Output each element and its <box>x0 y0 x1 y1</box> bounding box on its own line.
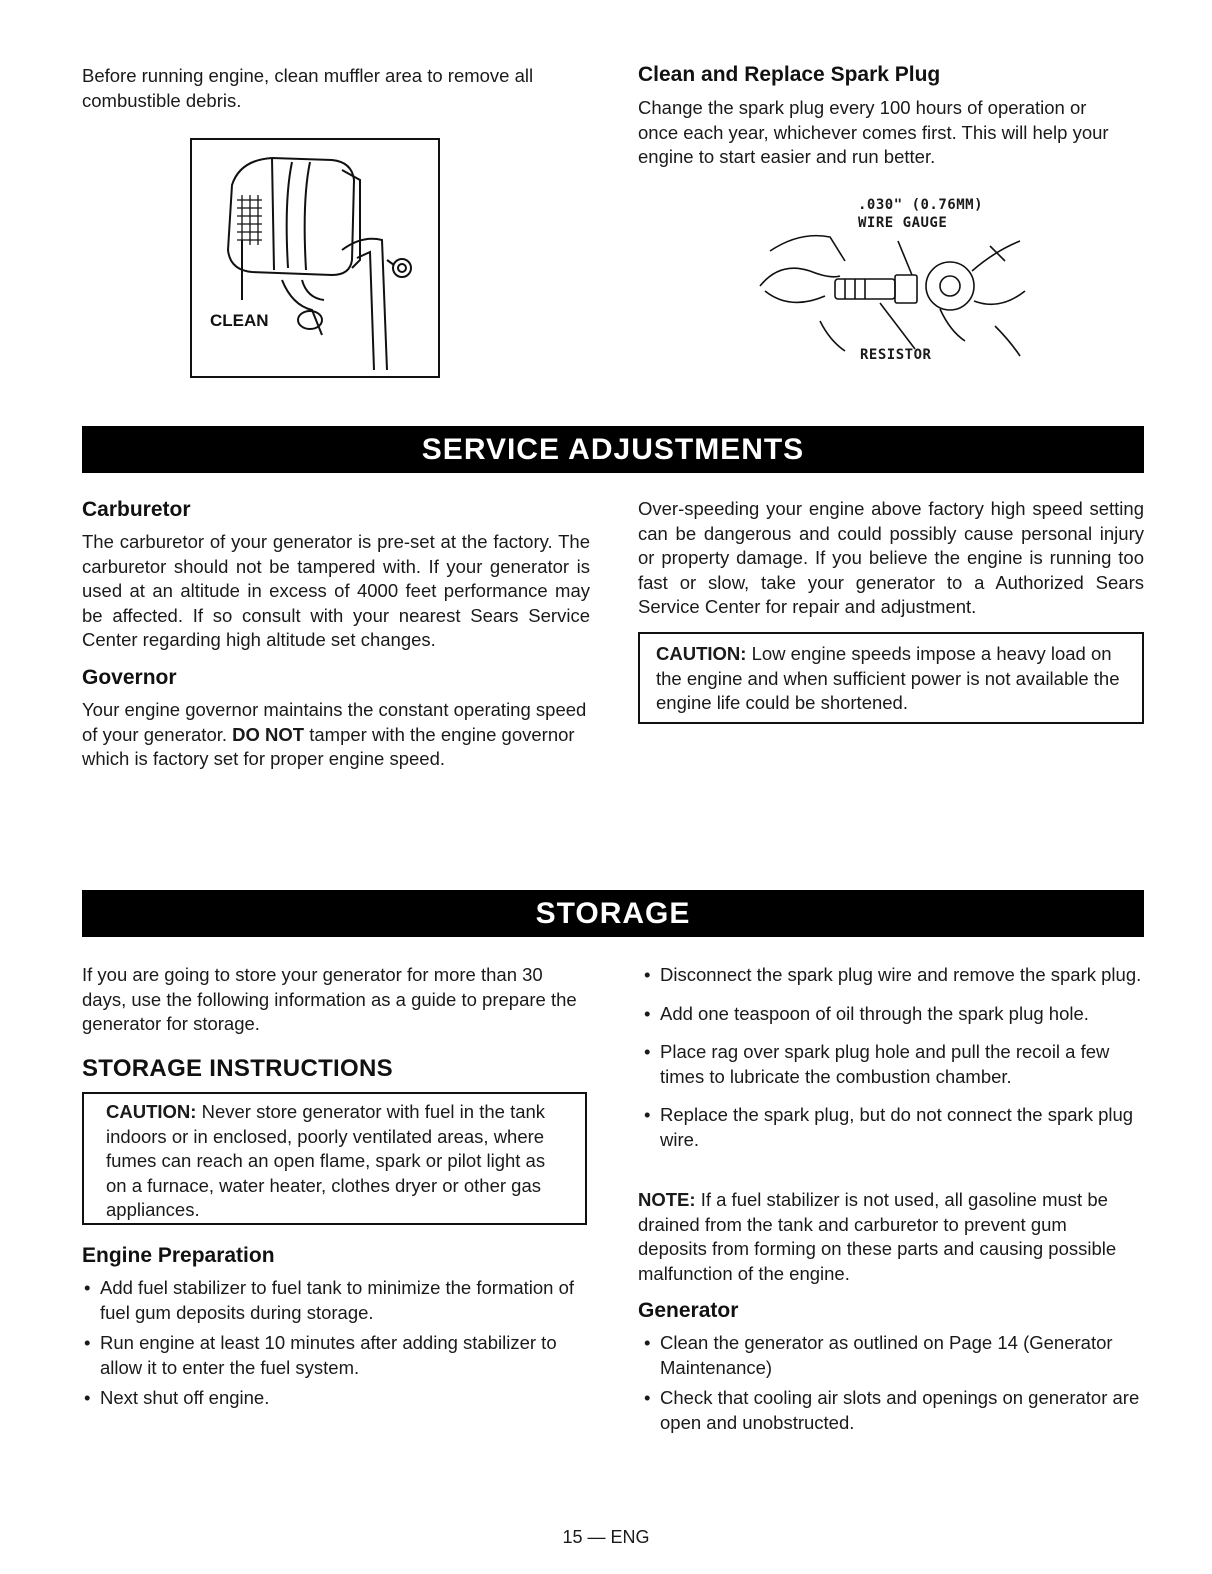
stabilizer-note <box>638 1188 1138 1286</box>
generator-list <box>638 1331 1144 1441</box>
storage-steps-list <box>638 963 1144 1158</box>
do-not-emphasis: DO NOT <box>232 723 305 745</box>
list-item: • Check that cooling air slots and openings on generator are open and unobstructed. <box>638 1386 1144 1435</box>
spark-plug-figure <box>750 195 1040 375</box>
spark-plug-illustration <box>750 231 1040 361</box>
low-speed-caution-box <box>638 632 1144 724</box>
clean-label: CLEAN <box>210 311 269 330</box>
list-item: • Disconnect the spark plug wire and remove the spark plug. <box>638 963 1144 988</box>
list-item: • Place rag over spark plug hole and pull the recoil a few times to lubricate the combustion chamber. <box>638 1040 1144 1089</box>
caution-label: CAUTION: <box>106 1101 197 1122</box>
list-item: • Add one teaspoon of oil through the spark plug hole. <box>638 1002 1144 1027</box>
overspeed-warning-text: Over-speeding your engine above factory high speed setting can be dangerous and could possibly cause personal injury or property damage. If you believe the engine is running too fast or slow, take your generator to a Authorized Sears Service Center for repair and adjustment. <box>638 498 1144 617</box>
engine-preparation-list <box>78 1276 578 1417</box>
gauge-label-line2: WIRE GAUGE <box>858 215 948 231</box>
list-item: • Replace the spark plug, but do not connect the spark plug wire. <box>638 1103 1144 1152</box>
muffler-figure <box>190 138 440 378</box>
storage-banner: STORAGE <box>82 890 1144 937</box>
storage-instructions-heading: STORAGE INSTRUCTIONS <box>82 1055 393 1082</box>
caution-label: CAUTION: <box>656 643 747 664</box>
caution-text: Low engine speeds impose a heavy load on the engine and when sufficient power is not available the engine life could be shortened. <box>656 643 1120 713</box>
generator-heading: Generator <box>638 1299 739 1322</box>
list-item: • Clean the generator as outlined on Page 14 (Generator Maintenance) <box>638 1331 1144 1380</box>
governor-heading: Governor <box>82 666 177 689</box>
page-number: 15 — ENG <box>562 1527 650 1547</box>
list-item: • Run engine at least 10 minutes after adding stabilizer to allow it to enter the fuel system. <box>78 1331 578 1380</box>
engine-preparation-heading: Engine Preparation <box>82 1244 275 1267</box>
storage-intro: If you are going to store your generator for more than 30 days, use the following information as a guide to prepare the generator for storage. <box>82 964 577 1034</box>
resistor-label: RESISTOR <box>860 347 932 363</box>
spark-plug-text: Change the spark plug every 100 hours of operation or once each year, whichever comes first. This will help your engine to start easier and run better. <box>638 97 1109 167</box>
storage-caution-box <box>82 1092 587 1225</box>
note-label: NOTE: <box>638 1189 696 1210</box>
spark-plug-heading: Clean and Replace Spark Plug <box>638 63 941 86</box>
muffler-illustration <box>192 140 438 376</box>
note-text: If a fuel stabilizer is not used, all gasoline must be drained from the tank and carburetor to prevent gum deposits from forming on these parts and causing possible malfunction of the engine. <box>638 1189 1117 1284</box>
list-item: • Next shut off engine. <box>78 1386 578 1411</box>
caution-text: Never store generator with fuel in the tank indoors or in enclosed, poorly ventilated areas, where fumes can reach an open flame, spark or pilot light as on a furnace, water heater, clothes dryer or other gas appliances. <box>106 1101 546 1220</box>
list-item: • Add fuel stabilizer to fuel tank to minimize the formation of fuel gum deposits during storage. <box>78 1276 578 1325</box>
muffler-instruction: Before running engine, clean muffler area to remove all combustible debris. <box>82 65 534 111</box>
governor-text: Your engine governor maintains the constant operating speed of your generator. DO NOT tamper with the engine governor which is factory set for proper engine speed. <box>82 699 587 769</box>
gauge-label-line1: .030" (0.76MM) <box>858 197 984 213</box>
carburetor-heading: Carburetor <box>82 498 191 521</box>
service-adjustments-banner: SERVICE ADJUSTMENTS <box>82 426 1144 473</box>
carburetor-text: The carburetor of your generator is pre-set at the factory. The carburetor should not be tampered with. If your generator is used at an altitude in excess of 4000 feet performance may be affected. If so consult with your nearest Sears Service Center regarding high altitude set changes. <box>82 531 590 650</box>
